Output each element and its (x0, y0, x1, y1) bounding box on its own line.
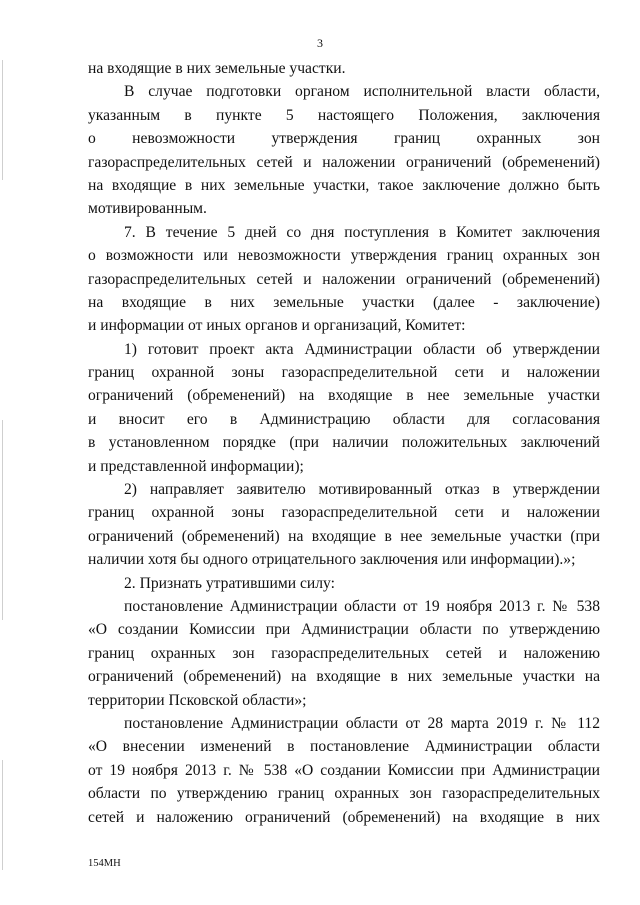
text-line: ограничений (обременений) на входящие в нее земельные участки (88, 387, 600, 405)
page-number: 3 (317, 36, 323, 50)
text-line: на входящие в них земельные участки, такое заключение должно быть (88, 176, 600, 194)
text-line: о невозможности утверждения границ охранных зон (88, 130, 600, 148)
text-line: сетей и наложению ограничений (обременений) на входящие в них (88, 808, 600, 826)
text-line: указанным в пункте 5 настоящего Положения, заключения (88, 106, 600, 124)
scan-edge-mark (2, 60, 3, 180)
text-line: 2. Признать утратившими силу: (124, 574, 335, 592)
document-code: 154МН (88, 858, 121, 869)
text-line: области по утверждению границ охранных зон газораспределительных (88, 785, 600, 803)
text-line: газораспределительных сетей и наложении ограничений (обременений) (88, 270, 600, 288)
text-line: и представленной информации); (88, 457, 304, 475)
text-line: от 19 ноября 2013 г. № 538 «О создании Комиссии при Администрации (88, 761, 600, 779)
text-line: границ охранных зон газораспределительных сетей и наложению (88, 644, 600, 662)
text-line: постановление Администрации области от 19 ноября 2013 г. № 538 (124, 597, 600, 615)
text-line: о возможности или невозможности утверждения границ охранных зон (88, 247, 600, 265)
text-line: В случае подготовки органом исполнительной власти области, (124, 83, 600, 101)
text-line: территории Псковской области»; (88, 691, 307, 709)
scan-edge-mark (2, 760, 3, 870)
text-line: на входящие в них земельные участки. (88, 60, 346, 77)
text-line: наличии хотя бы одного отрицательного заключения или информации).»; (88, 551, 576, 569)
text-line: границ охранной зоны газораспределительной сети и наложении (88, 504, 600, 522)
document-body (88, 57, 600, 829)
text-line: «О внесении изменений в постановление Администрации области (88, 738, 600, 756)
text-line: «О создании Комиссии при Администрации области по утверждению (88, 621, 600, 639)
text-line: ограничений (обременений) на входящие в нее земельные участки (при (88, 527, 600, 545)
scan-edge-mark (2, 420, 3, 620)
text-line: и вносит его в Администрацию области для согласования (88, 410, 600, 428)
text-line: в установленном порядке (при наличии положительных заключений (88, 434, 600, 452)
text-line: 7. В течение 5 дней со дня поступления в Комитет заключения (124, 223, 600, 241)
text-line: постановление Администрации области от 28 марта 2019 г. № 112 (124, 714, 600, 732)
text-line: 1) готовит проект акта Администрации области об утверждении (124, 340, 600, 358)
text-line: 2) направляет заявителю мотивированный отказ в утверждении (124, 481, 600, 499)
text-line: на входящие в них земельные участки (далее - заключение) (88, 293, 600, 311)
text-line: газораспределительных сетей и наложении ограничений (обременений) (88, 153, 600, 171)
text-line: ограничений (обременений) на входящие в них земельные участки на (88, 668, 600, 686)
text-line: мотивированным. (88, 200, 207, 218)
text-line: и информации от иных органов и организаций, Комитет: (88, 317, 466, 335)
text-line: границ охранной зоны газораспределительной сети и наложении (88, 364, 600, 382)
